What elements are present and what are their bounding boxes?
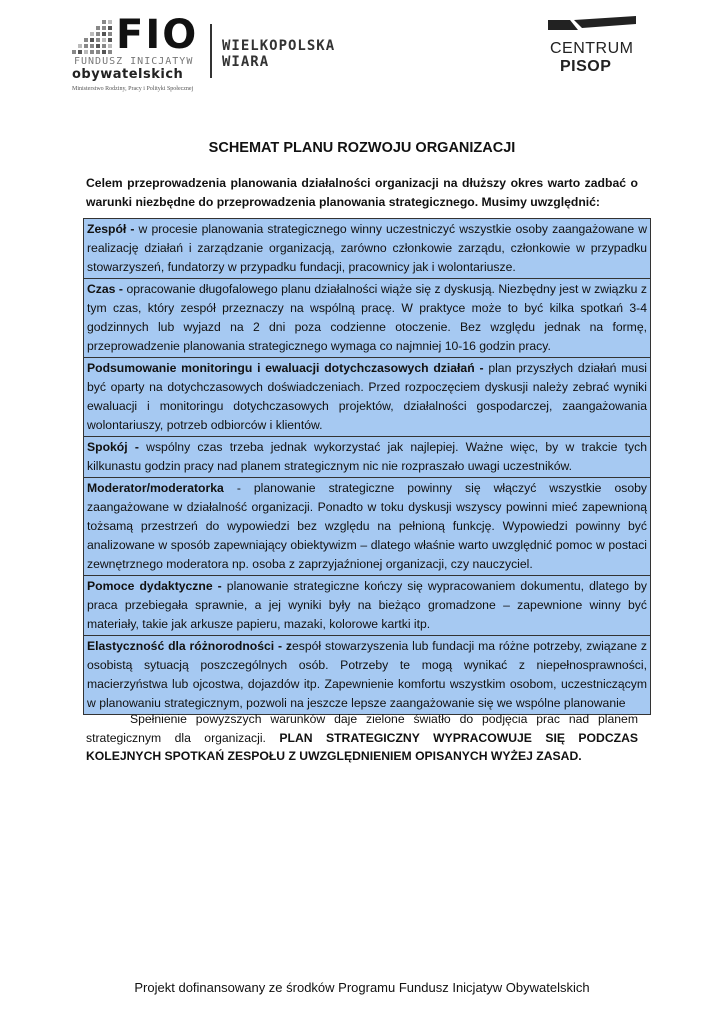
requirement-row-team — [84, 219, 650, 279]
requirement-label: Elastyczność dla różnorodności - z — [87, 639, 292, 653]
requirement-text: w procesie planowania strategicznego winny uczestniczyć wszystkie osoby zaangażowane w realizację działań i zarządzanie organizacją, zarówno członkowie zarządu, członkowie w przypadku stowarzyszeń, fundatorzy w przypadku fundacji, pracownicy jak i wolontariusze. — [87, 222, 647, 274]
fio-logo-line2: obywatelskich — [72, 67, 184, 82]
requirement-row-flexibility — [84, 636, 650, 714]
fio-logo-ministry: Ministerstwo Rodziny, Pracy i Polityki Społecznej — [72, 86, 194, 92]
requirement-row-time — [84, 279, 650, 358]
requirement-label: Zespół - — [87, 222, 135, 236]
requirement-row-materials — [84, 576, 650, 636]
fio-logo-line1: FUNDUSZ INICJATYW — [74, 56, 194, 67]
centrum-pisop-logo — [544, 16, 654, 82]
logo-divider — [210, 24, 212, 78]
requirement-text: opracowanie długofalowego planu działalności wiąże się z dyskusją. Niezbędny jest w związku z tym czas, który zespół przeznaczy na wspólną pracę. W praktyce może to być kilka spotkań 3-4 godzinnych lub wyjazd na 2 dni poza codzienne otoczenie. Bez względu jednak na formę, przeprowadzenie planowania strategicznego wymaga co najmniej 10-16 godzin pracy. — [87, 282, 647, 353]
conclusion-text: Spełnienie powyższych warunków daje zielone światło do podjęcia prac nad planem strategicznym dla organizacji. — [86, 712, 638, 745]
funding-footer: Projekt dofinansowany ze środków Programu Fundusz Inicjatyw Obywatelskich — [134, 980, 590, 995]
requirement-text: plan przyszłych działań musi być oparty na dotychczasowych doświadczeniach. Przed rozpoczęciem dyskusji należy zebrać wyniki ewaluacji i monitoringu dotychczasowych projektów, działalności gospodarczej, zaangażowania wolontariuszy, potrzeb odbiorców i klientów. — [87, 361, 647, 432]
requirement-label: Pomoce dydaktyczne - — [87, 579, 222, 593]
requirement-label: Czas - — [87, 282, 123, 296]
requirement-row-calm — [84, 437, 650, 478]
document-title: SCHEMAT PLANU ROZWOJU ORGANIZACJI — [208, 140, 516, 156]
centrum-logo-line1: CENTRUM — [550, 40, 634, 57]
fio-logo-text: FIO — [116, 12, 199, 58]
partner-logo-text: WIELKOPOLSKA WIARA — [222, 38, 336, 70]
conclusion-paragraph — [86, 710, 638, 766]
requirement-label: Podsumowanie monitoringu i ewaluacji dotychczasowych działań - — [87, 361, 484, 375]
centrum-logo-mark-icon — [548, 16, 636, 36]
requirement-text: espół stowarzyszenia lub fundacji ma różne potrzeby, związane z osobistą sytuacją poszczególnych osób. Potrzeby te mogą wynikać z niepełnosprawności, macierzyństwa lub ojcostwa, dojazdów itp. Zapewnienie komfortu wszystkim osobom, uczestniczącym w planowaniu strategicznym, pozwoli na jeszcze lepsze zaangażowanie się we wspólne planowanie — [87, 639, 647, 710]
centrum-logo-line2: PISOP — [560, 58, 612, 75]
intro-paragraph: Celem przeprowadzenia planowania działalności organizacji na dłuższy okres warto zadbać o warunki niezbędne do przeprowadzenia planowania strategicznego. Musimy uwzględnić: — [86, 176, 638, 209]
fio-logo — [66, 12, 366, 98]
requirement-label: Spokój - — [87, 440, 139, 454]
dots-logo-icon — [72, 18, 112, 60]
requirements-table — [83, 218, 651, 715]
requirement-label: Moderator/moderatorka — [87, 481, 224, 495]
requirement-text: wspólny czas trzeba jednak wykorzystać jak najlepiej. Ważne więc, by w trakcie tych kilkunastu godzin pracy nad planem strategicznym nic nie rozpraszało uwagi uczestników. — [87, 440, 647, 473]
requirement-text: planowanie strategiczne kończy się wypracowaniem dokumentu, dlatego by praca przebiegała sprawnie, a jej wyniki były na bieżąco gromadzone – zapewnione winny być materiały, takie jak arkusze papieru, mazaki, kolorowe kartki itp. — [87, 579, 647, 631]
page-header — [0, 0, 724, 110]
requirement-row-moderator — [84, 478, 650, 576]
conclusion-emphasis: PLAN STRATEGICZNY WYPRACOWUJE SIĘ PODCZAS KOLEJNYCH SPOTKAŃ ZESPOŁU Z UWZGLĘDNIENIEM OPISANYCH WYŻEJ ZASAD. — [86, 730, 639, 763]
requirement-row-monitoring — [84, 358, 650, 437]
requirement-text: - planowanie strategiczne powinny się włączyć wszystkie osoby zaangażowane w działalność organizacji. Ponadto w toku dyskusji wszyscy powinni mieć zapewnioną tożsamą przestrzeń do wypowiedzi bez względu na pełnioną funkcję. Wypowiedzi powinny być analizowane w sposób zapewniający obiektywizm – dlatego właśnie warto uwzględnić pomoc w postaci zewnętrznego moderatora np. osoba z zaprzyjaźnionej organizacji, czy nauczyciel. — [87, 481, 647, 571]
